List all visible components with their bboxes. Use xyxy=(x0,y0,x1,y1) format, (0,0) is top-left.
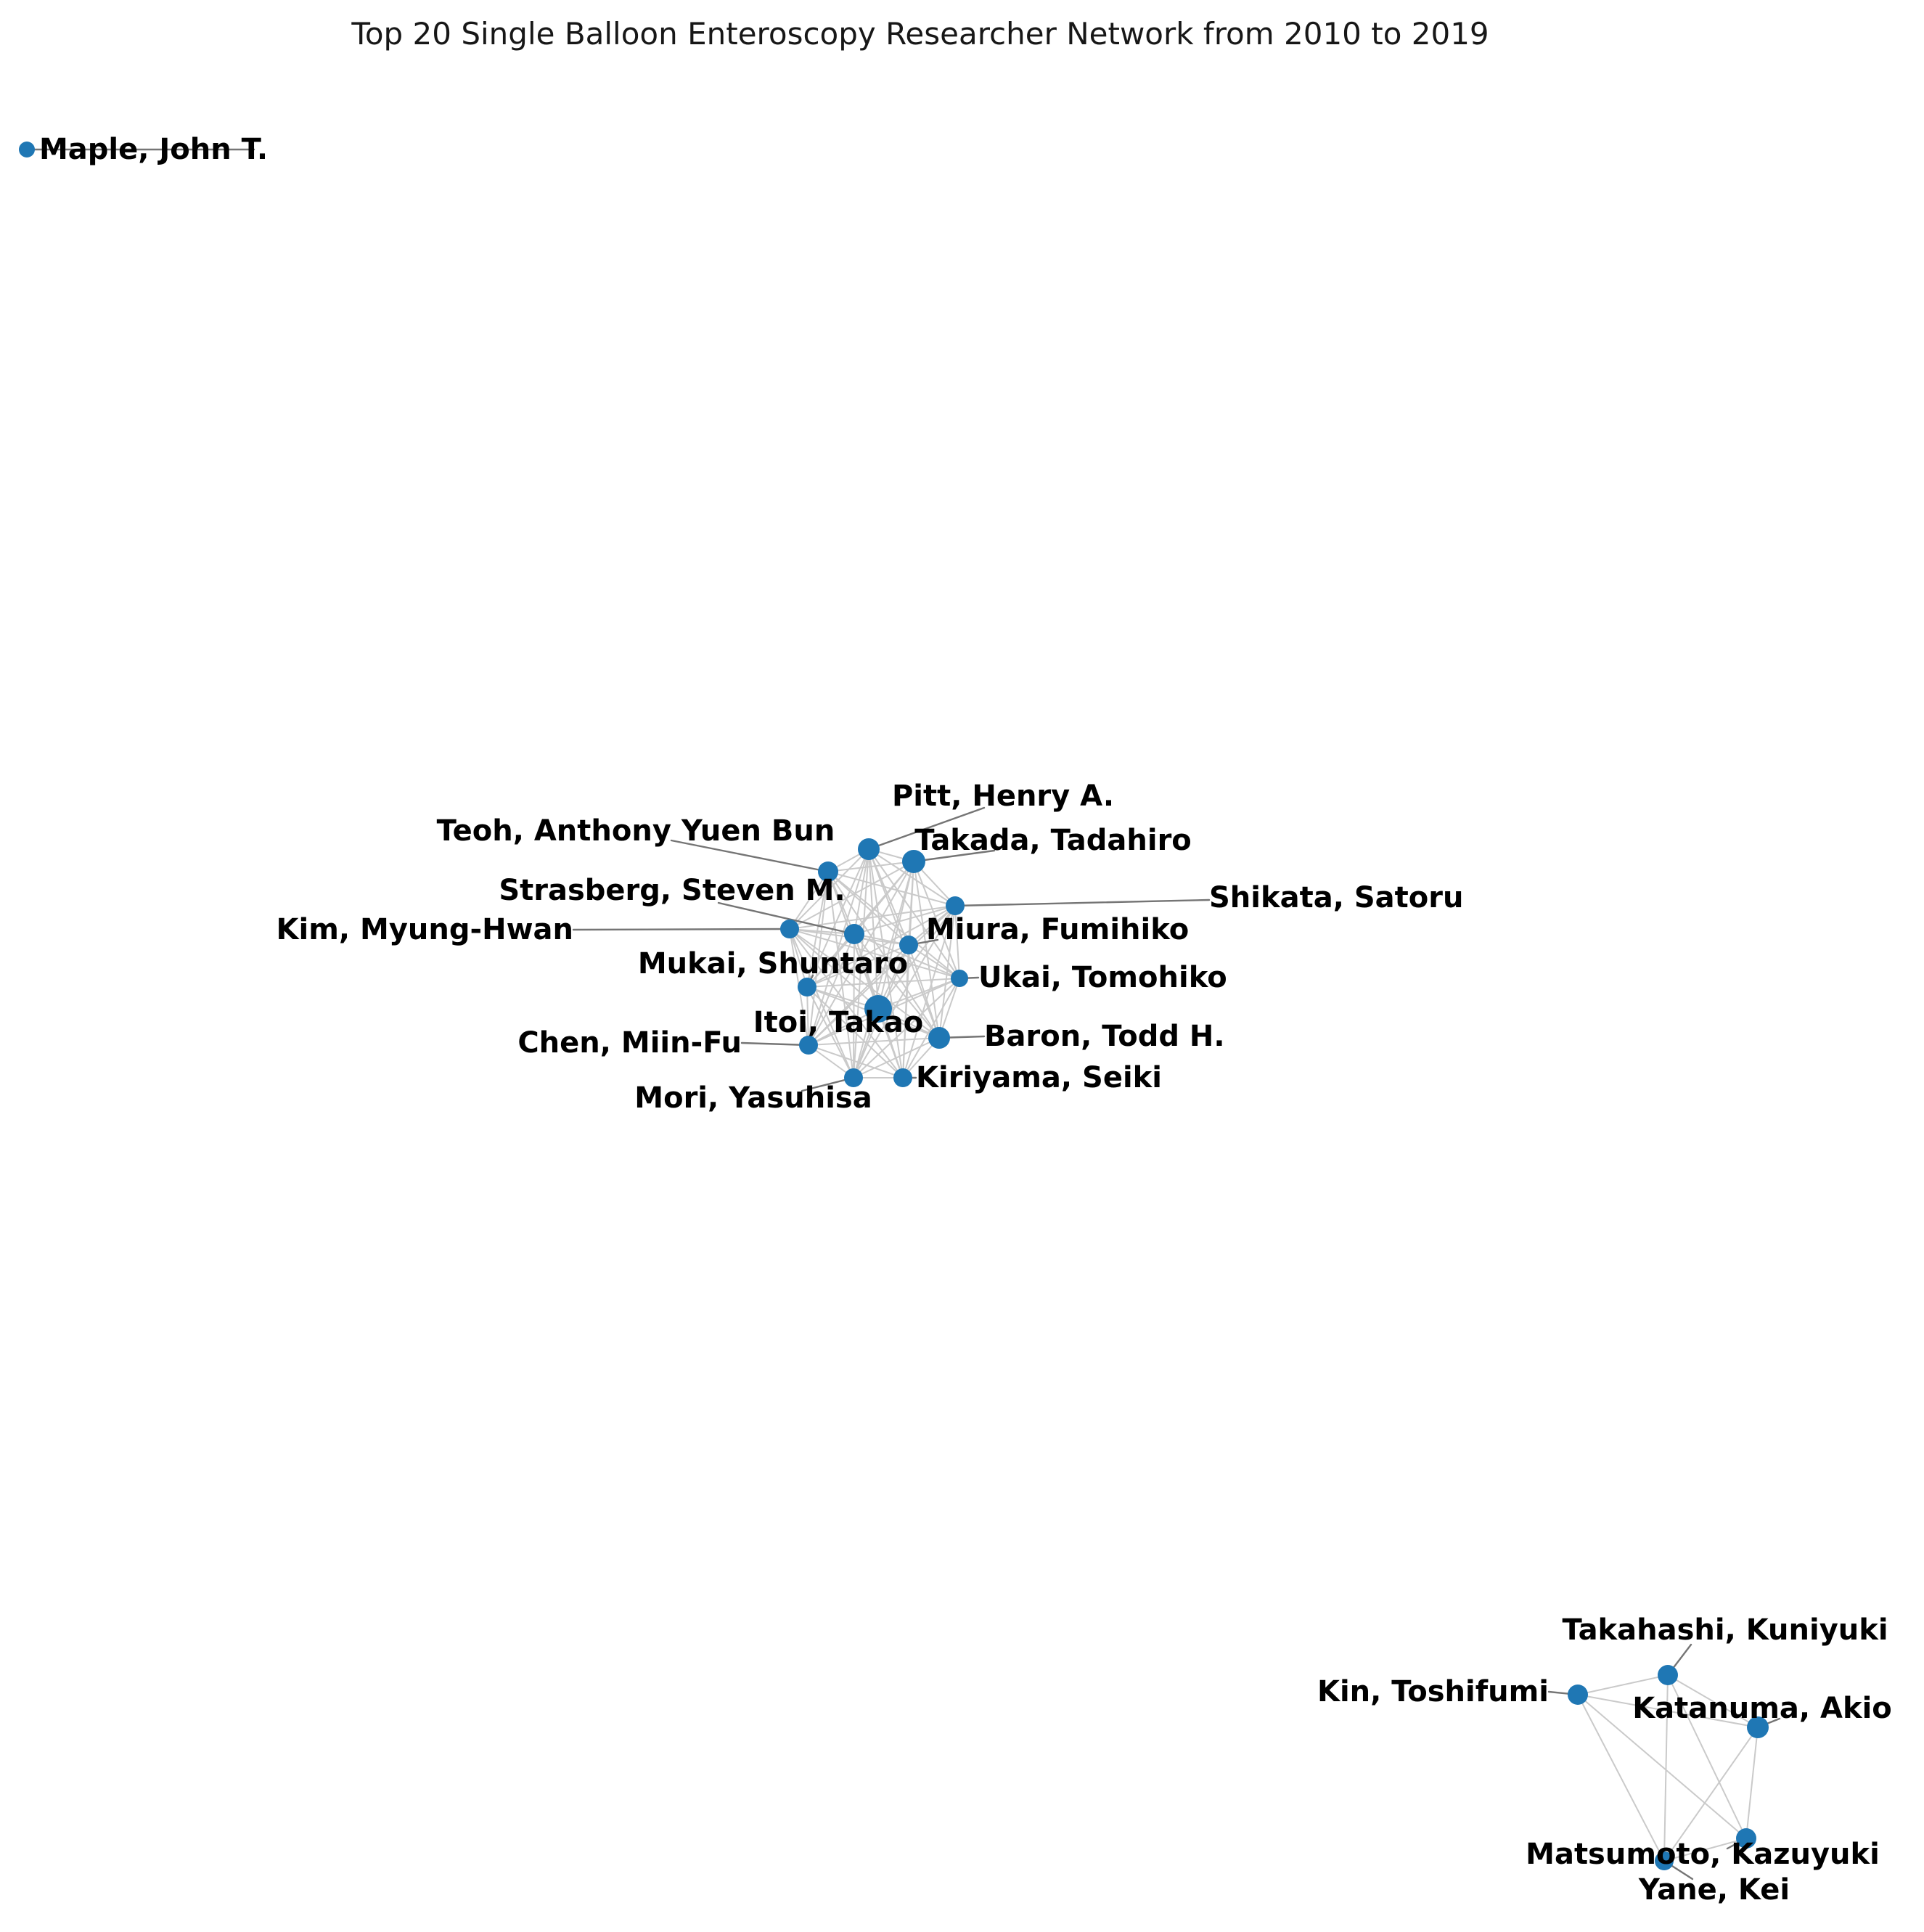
network-edge xyxy=(1746,1727,1758,1838)
node-label-chen: Chen, Miin-Fu xyxy=(517,1026,742,1060)
node-label-kin: Kin, Toshifumi xyxy=(1317,1675,1549,1708)
label-leader-line xyxy=(742,1043,809,1045)
node-label-miura: Miura, Fumihiko xyxy=(926,913,1190,946)
node-kim xyxy=(780,920,799,938)
node-baron xyxy=(928,1027,950,1049)
node-ukai xyxy=(951,970,968,987)
node-label-strasberg: Strasberg, Steven M. xyxy=(499,874,846,907)
node-label-teoh: Teoh, Anthony Yuen Bun xyxy=(436,814,835,848)
node-takahashi xyxy=(1658,1665,1678,1685)
node-label-kiriyama: Kiriyama, Seiki xyxy=(916,1061,1162,1094)
node-label-takada: Takada, Tadahiro xyxy=(914,824,1192,857)
node-label-pitt: Pitt, Henry A. xyxy=(891,779,1115,813)
node-label-maple: Maple, John T. xyxy=(39,133,269,166)
node-label-mukai: Mukai, Shuntaro xyxy=(637,947,909,981)
node-strasberg xyxy=(844,924,864,944)
node-label-ukai: Ukai, Tomohiko xyxy=(978,961,1227,994)
figure-title: Top 20 Single Balloon Enteroscopy Researcher Network from 2010 to 2019 xyxy=(351,16,1489,52)
label-leader-line xyxy=(573,929,790,930)
node-label-katanuma: Katanuma, Akio xyxy=(1632,1692,1892,1725)
node-label-kim: Kim, Myung-Hwan xyxy=(276,913,573,946)
node-label-baron: Baron, Todd H. xyxy=(984,1020,1225,1053)
node-kiriyama xyxy=(893,1068,912,1087)
node-label-itoi: Itoi, Takao xyxy=(753,1006,924,1039)
label-leader-line xyxy=(955,900,1209,906)
node-label-shikata: Shikata, Satoru xyxy=(1209,881,1464,914)
node-label-takahashi: Takahashi, Kuniyuki xyxy=(1562,1613,1888,1647)
node-kin xyxy=(1568,1685,1588,1705)
node-label-matsumoto: Matsumoto, Kazuyuki xyxy=(1526,1838,1880,1871)
node-pitt xyxy=(858,838,880,860)
node-maple xyxy=(19,142,35,157)
node-label-mori: Mori, Yasuhisa xyxy=(634,1081,872,1115)
node-label-yane: Yane, Kei xyxy=(1638,1873,1790,1907)
